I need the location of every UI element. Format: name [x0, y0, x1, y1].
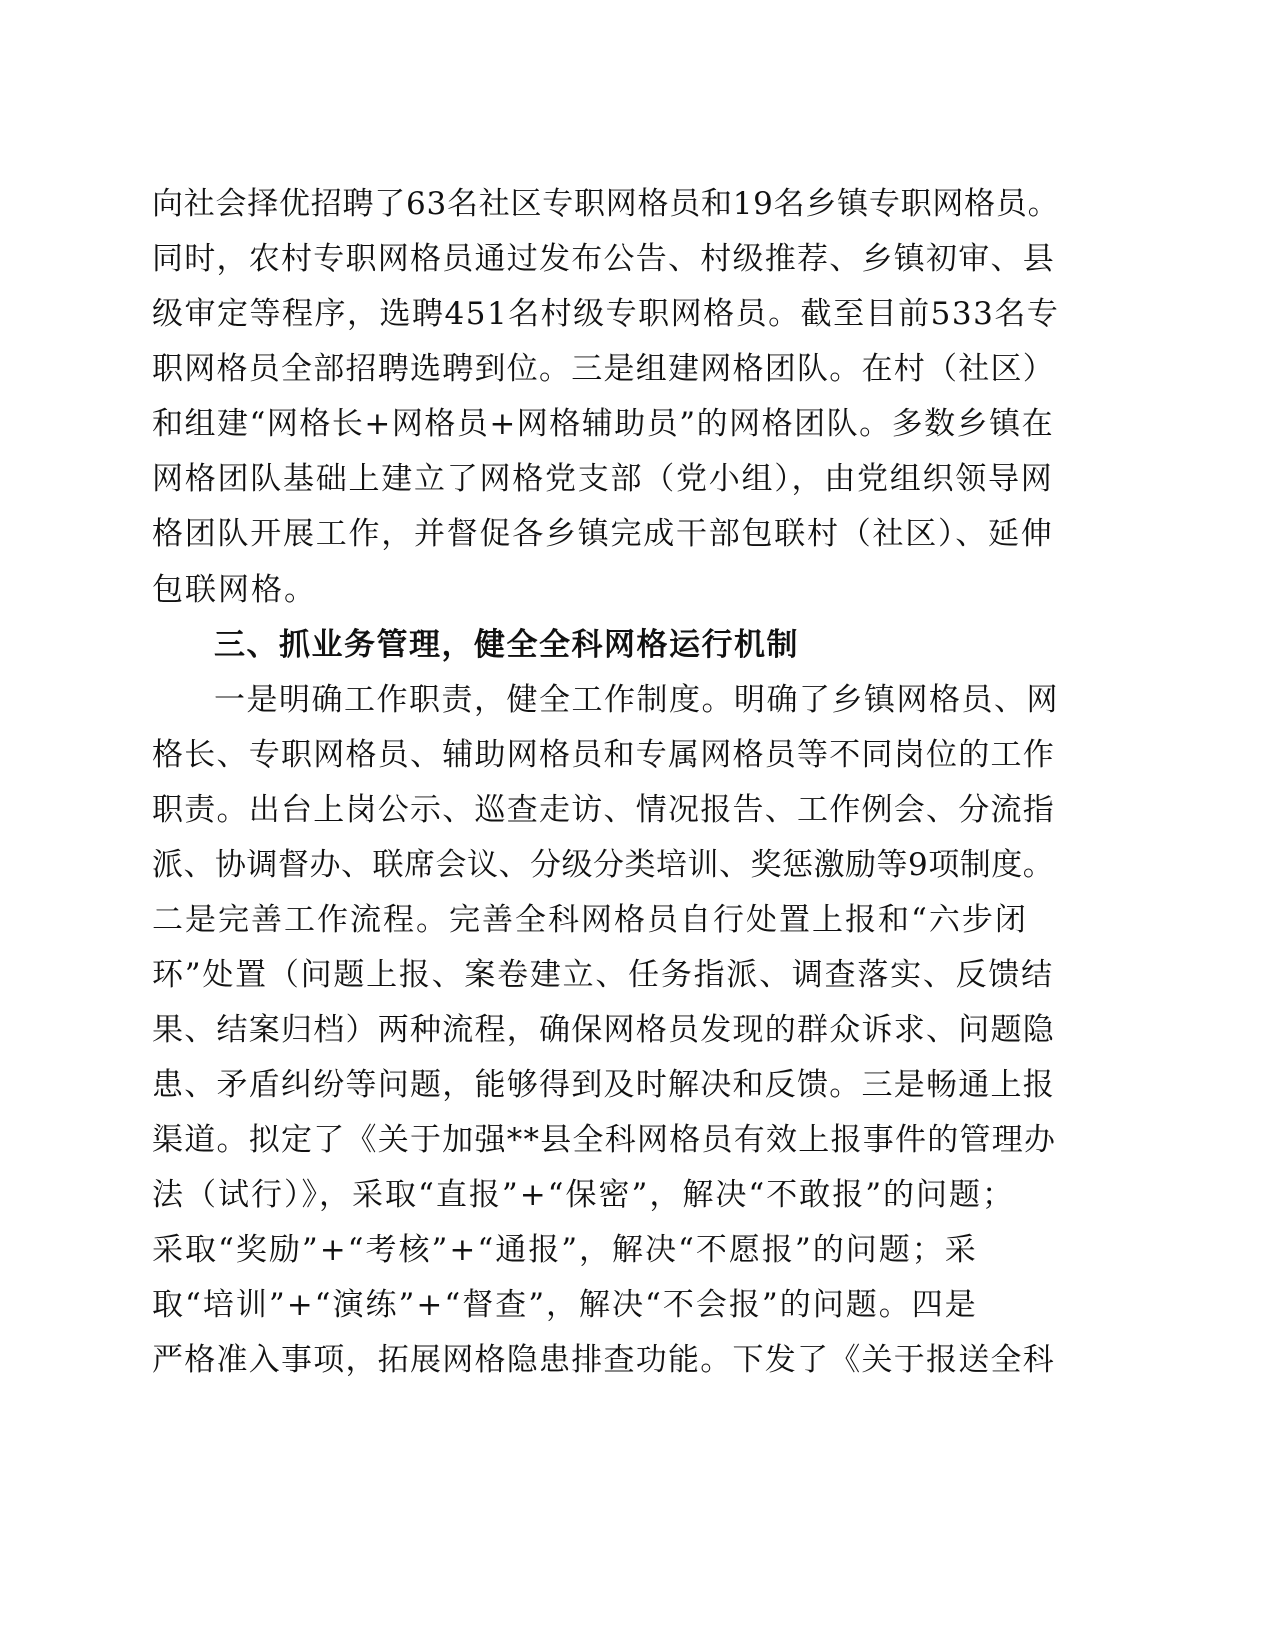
- body-text-line: 取“培训”+“演练”+“督查”，解决“不会报”的问题。四是: [152, 1287, 978, 1323]
- body-text-line: 一是明确工作职责，健全工作制度。明确了乡镇网格员、网: [214, 682, 1059, 718]
- body-text-line: 级审定等程序，选聘451名村级专职网格员。截至目前533名专: [152, 296, 1060, 332]
- body-text-line: 果、结案归档）两种流程，确保网格员发现的群众诉求、问题隐: [152, 1012, 1055, 1048]
- body-text-line: 向社会择优招聘了63名社区专职网格员和19名乡镇专职网格员。: [152, 186, 1060, 222]
- section-heading: 三、抓业务管理，健全全科网格运行机制: [214, 627, 799, 663]
- body-text-line: 患、矛盾纠纷等问题，能够得到及时解决和反馈。三是畅通上报: [152, 1067, 1055, 1103]
- body-text-line: 同时，农村专职网格员通过发布公告、村级推荐、乡镇初审、县: [152, 241, 1055, 277]
- body-text-line: 派、协调督办、联席会议、分级分类培训、奖惩激励等9项制度。: [152, 847, 1055, 883]
- body-text-line: 网格团队基础上建立了网格党支部（党小组），由党组织领导网: [152, 461, 1054, 497]
- body-text-line: 法（试行）》，采取“直报”+“保密”，解决“不敢报”的问题；: [152, 1177, 1016, 1213]
- body-text-line: 二是完善工作流程。完善全科网格员自行处置上报和“六步闭: [152, 902, 1028, 938]
- body-text-line: 包联网格。: [152, 572, 317, 608]
- body-text-line: 格团队开展工作，并督促各乡镇完成干部包联村（社区）、延伸: [152, 516, 1054, 552]
- body-text-line: 环”处置（问题上报、案卷建立、任务指派、调查落实、反馈结: [152, 957, 1054, 993]
- body-text-line: 职网格员全部招聘选聘到位。三是组建网格团队。在村（社区）: [152, 351, 1055, 387]
- body-text-line: 职责。出台上岗公示、巡查走访、情况报告、工作例会、分流指: [152, 792, 1055, 828]
- body-text-line: 采取“奖励”+“考核”+“通报”，解决“不愿报”的问题；采: [152, 1232, 978, 1268]
- body-text-line: 渠道。拟定了《关于加强**县全科网格员有效上报事件的管理办: [152, 1122, 1057, 1158]
- body-text-line: 和组建“网格长+网格员+网格辅助员”的网格团队。多数乡镇在: [152, 406, 1055, 442]
- body-text-line: 严格准入事项，拓展网格隐患排查功能。下发了《关于报送全科: [152, 1342, 1055, 1378]
- body-text-line: 格长、专职网格员、辅助网格员和专属网格员等不同岗位的工作: [152, 737, 1055, 773]
